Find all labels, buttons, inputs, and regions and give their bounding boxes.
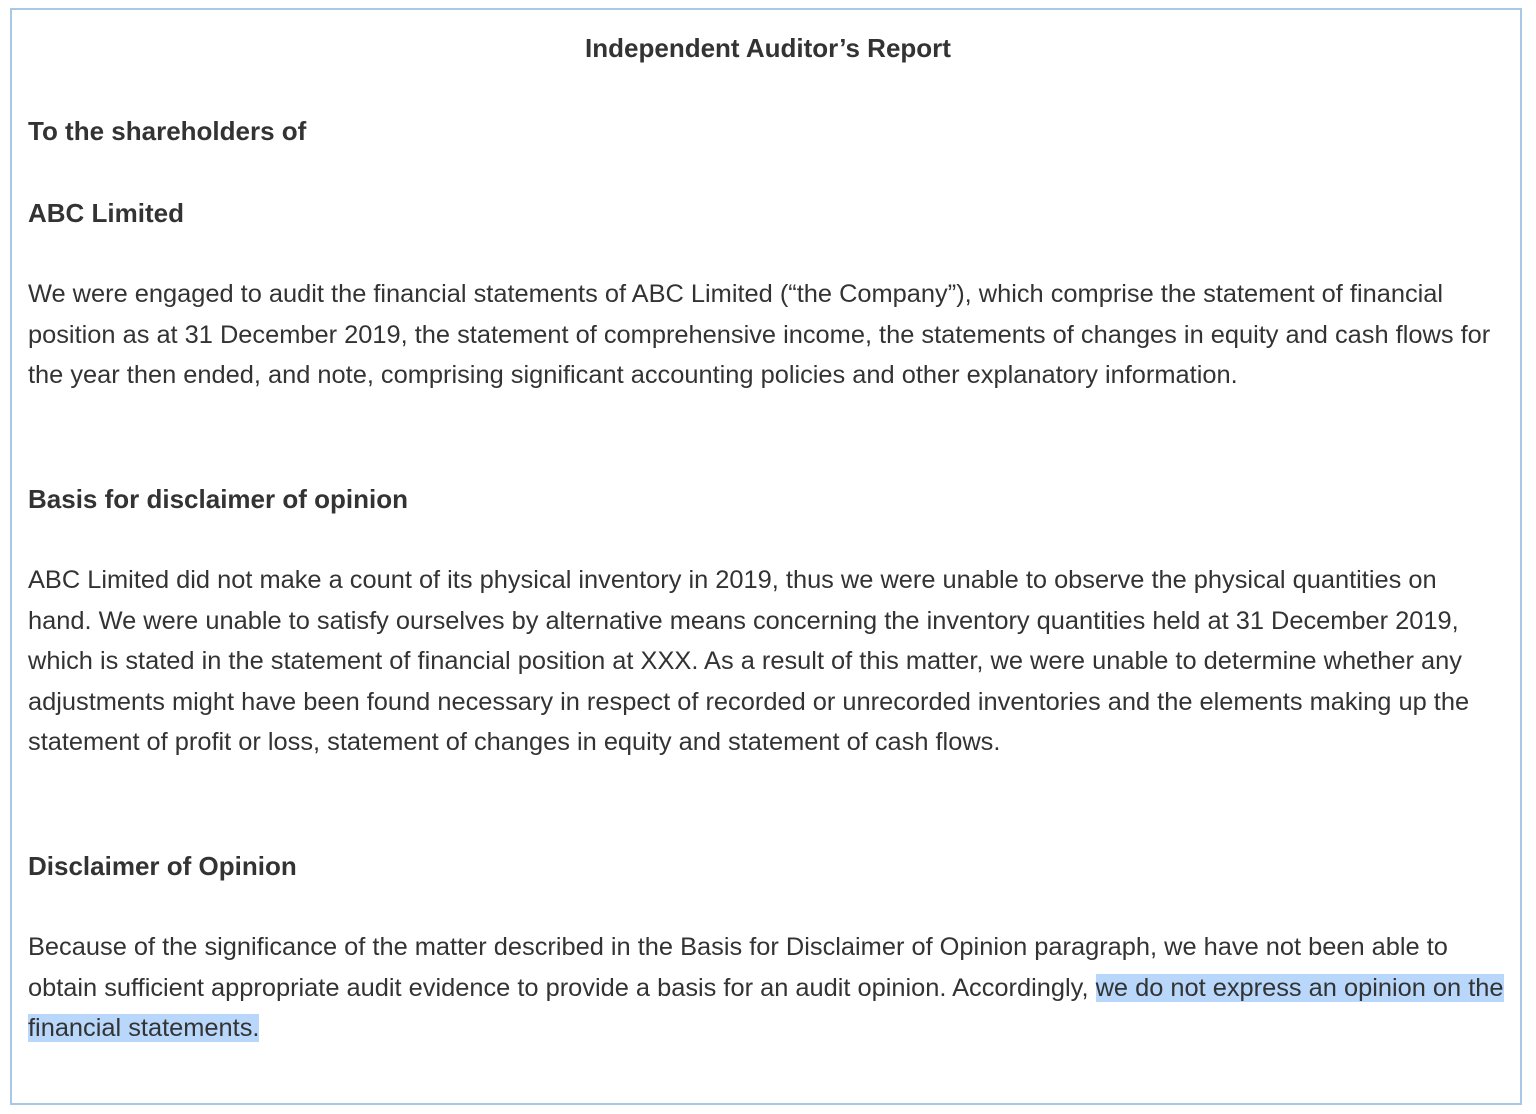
intro-paragraph[interactable]: We were engaged to audit the financial statements of ABC Limited (“the Company”), which comprise the statement of financial position as at 31 December 2019, the statement of comprehensive income, the statements of changes in equity and cash flows for the year then ended, and note, comprising significant accounting policies and other explanatory information. xyxy=(28,280,1491,390)
report-title: Independent Auditor’s Report xyxy=(585,33,951,63)
disclaimer-paragraph[interactable] xyxy=(28,927,1506,1049)
document-frame xyxy=(10,8,1522,1105)
basis-paragraph[interactable]: ABC Limited did not make a count of its physical inventory in 2019, thus we were unable to observe the physical quantities on hand. We were unable to satisfy ourselves by alternative means concerning the inventory quantities held at 31 December 2019, which is stated in the statement of financial position at XXX. As a result of this matter, we were unable to determine whether any adjustments might have been found necessary in respect of recorded or unrecorded inventories and the elements making up the statement of profit or loss, statement of changes in equity and statement of cash flows. xyxy=(28,566,1470,757)
disclaimer-text: Because of the significance of the matter described in the Basis for Disclaimer of Opinion paragraph, we have not been able to obtain sufficient appropriate audit evidence to provide a basis for an audit opinion. Accordingly, xyxy=(28,933,1448,1002)
basis-heading: Basis for disclaimer of opinion xyxy=(28,484,408,514)
disclaimer-heading: Disclaimer of Opinion xyxy=(28,851,297,881)
addressee-company: ABC Limited xyxy=(28,198,184,228)
highlighted-selection[interactable]: we do not express an opinion on the financial statements. xyxy=(28,973,1504,1043)
addressee-line-1: To the shareholders of xyxy=(28,116,307,146)
